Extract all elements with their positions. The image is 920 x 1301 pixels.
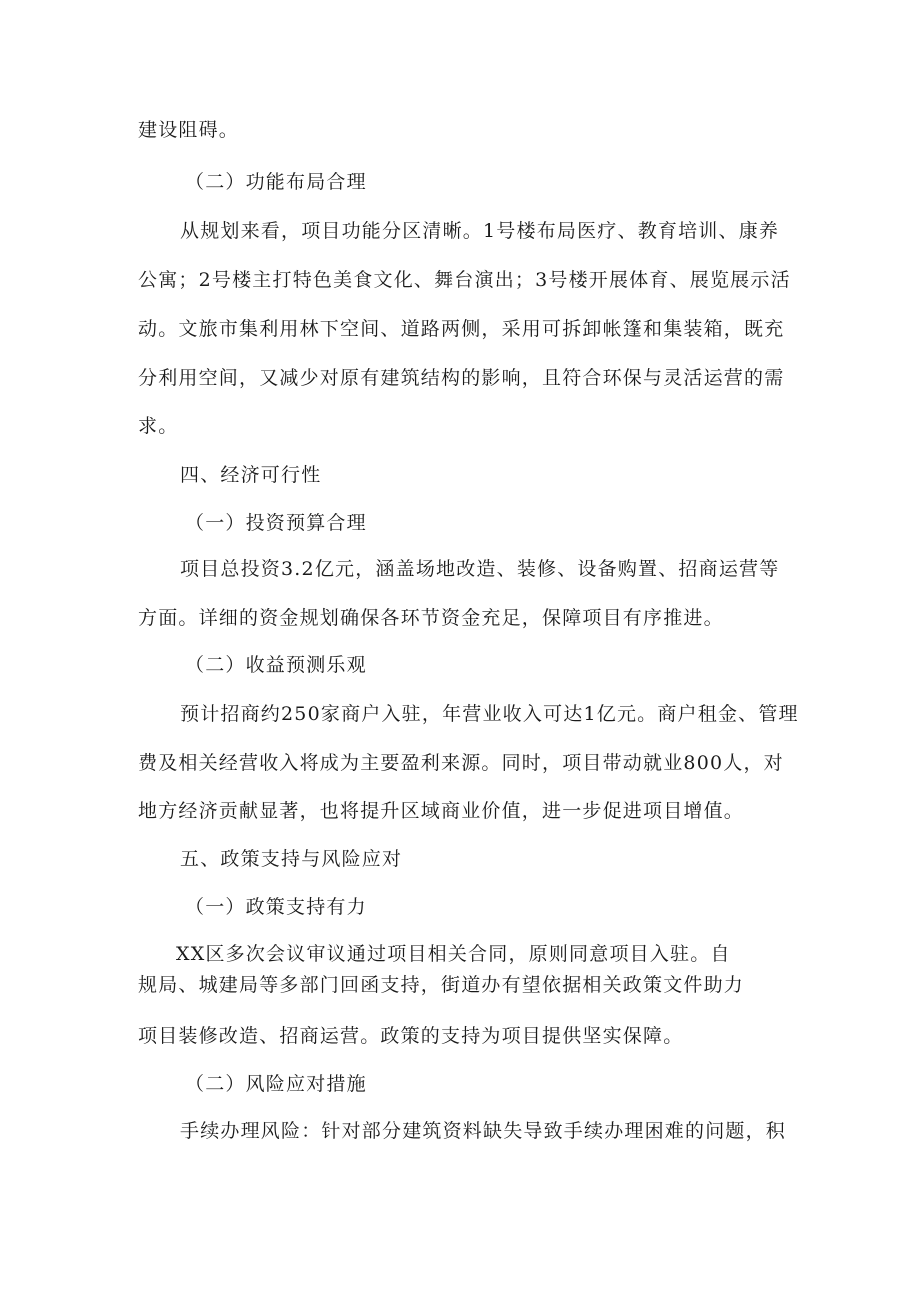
section-heading: 五、政策支持与风险应对 [180, 848, 403, 870]
paragraph-line: 项目装修改造、招商运营。政策的支持为项目提供坚实保障。 [138, 1025, 684, 1047]
paragraph-line: XX区多次会议审议通过项目相关合同，原则同意项目入驻。自 [176, 943, 731, 965]
paragraph-line: 从规划来看，项目功能分区清晰。1号楼布局医疗、教育培训、康养 [180, 220, 780, 242]
subsection-heading: （一）政策支持有力 [185, 896, 367, 918]
paragraph-line: 项目总投资3.2亿元，涵盖场地改造、装修、设备购置、招商运营等 [180, 558, 780, 580]
paragraph-line: 分利用空间，又减少对原有建筑结构的影响，且符合环保与灵活运营的需 [138, 367, 785, 389]
paragraph-line: 方面。详细的资金规划确保各环节资金充足，保障项目有序推进。 [138, 607, 724, 629]
paragraph-line: 手续办理风险：针对部分建筑资料缺失导致手续办理困难的问题，积 [180, 1120, 787, 1142]
paragraph-line: 公寓；2号楼主打特色美食文化、舞台演出；3号楼开展体育、展览展示活 [138, 269, 791, 291]
paragraph-line: 地方经济贡献显著，也将提升区域商业价值，进一步促进项目增值。 [138, 800, 745, 822]
section-heading: 四、经济可行性 [180, 464, 322, 486]
subsection-heading: （二）功能布局合理 [185, 171, 367, 193]
subsection-heading: （二）收益预测乐观 [185, 654, 367, 676]
paragraph-line: 费及相关经营收入将成为主要盈利来源。同时，项目带动就业800人，对 [138, 752, 784, 774]
paragraph-line: 动。文旅市集利用林下空间、道路两侧，采用可拆卸帐篷和集装箱，既充 [138, 318, 785, 340]
subsection-heading: （二）风险应对措施 [185, 1073, 367, 1095]
subsection-heading: （一）投资预算合理 [185, 512, 367, 534]
paragraph-line: 预计招商约250家商户入驻，年营业收入可达1亿元。商户租金、管理 [180, 703, 799, 725]
paragraph-line: 规局、城建局等多部门回函支持，街道办有望依据相关政策文件助力 [138, 974, 745, 996]
paragraph-line: 求。 [138, 415, 179, 437]
paragraph-line: 建设阻碍。 [138, 119, 240, 141]
